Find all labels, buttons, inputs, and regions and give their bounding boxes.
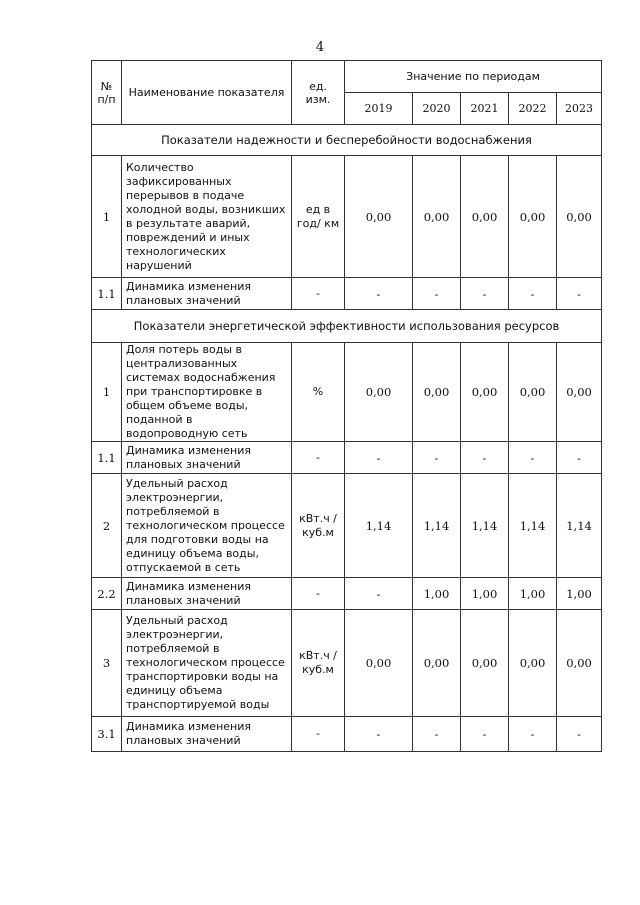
row-value: 0,00 [461,343,509,442]
header-num: № п/п [92,61,122,125]
row-value: 0,00 [413,610,461,717]
row-value: - [345,442,413,474]
row-value: - [557,717,602,752]
header-year: 2021 [461,93,509,125]
table-row [92,717,602,752]
row-value: - [461,278,509,310]
row-unit: - [292,717,345,752]
header-unit: ед. изм. [292,61,345,125]
row-value: 0,00 [557,343,602,442]
row-value: - [509,717,557,752]
row-value: - [461,717,509,752]
row-name: Динамика изменения плановых значений [122,578,292,610]
table-row [92,278,602,310]
row-value: 1,00 [509,578,557,610]
row-num: 1 [92,156,122,278]
row-value: 0,00 [345,610,413,717]
table-row [92,610,602,717]
header-year: 2023 [557,93,602,125]
row-value: 1,00 [557,578,602,610]
row-name: Динамика изменения плановых значений [122,442,292,474]
row-num: 2.2 [92,578,122,610]
row-unit: кВт.ч / куб.м [292,474,345,578]
table-row [92,442,602,474]
row-value: - [557,442,602,474]
header-year: 2019 [345,93,413,125]
row-value: - [413,278,461,310]
row-num: 1.1 [92,278,122,310]
row-value: 1,14 [557,474,602,578]
row-value: - [345,578,413,610]
row-name: Доля потерь воды в централизованных системах водоснабжения при транспортировке в общем объеме воды, поданной в водопроводную сеть [122,343,292,442]
header-year: 2020 [413,93,461,125]
row-unit: - [292,442,345,474]
row-name: Удельный расход электроэнергии, потребляемой в технологическом процессе транспортировки воды на единицу объема транспортируемой воды [122,610,292,717]
row-name: Динамика изменения плановых значений [122,717,292,752]
row-value: 0,00 [461,156,509,278]
row-value: 0,00 [413,156,461,278]
row-value: 0,00 [557,156,602,278]
row-name: Количество зафиксированных перерывов в подаче холодной воды, возникших в результате аварий, повреждений и иных технологических нарушений [122,156,292,278]
row-unit: ед в год/ км [292,156,345,278]
row-value: 1,00 [461,578,509,610]
section-title: Показатели надежности и бесперебойности водоснабжения [92,125,602,156]
table-row [92,343,602,442]
row-num: 3 [92,610,122,717]
row-value: - [413,442,461,474]
table-row [92,474,602,578]
row-value: 1,14 [413,474,461,578]
row-value: - [345,717,413,752]
row-value: 0,00 [509,610,557,717]
row-unit: кВт.ч / куб.м [292,610,345,717]
row-value: 0,00 [461,610,509,717]
row-value: 0,00 [509,343,557,442]
row-value: - [345,278,413,310]
row-value: - [509,442,557,474]
indicators-table [91,60,602,752]
table-row [92,156,602,278]
section-title: Показатели энергетической эффективности использования ресурсов [92,310,602,343]
row-num: 1 [92,343,122,442]
row-value: - [557,278,602,310]
row-num: 3.1 [92,717,122,752]
header-values: Значение по периодам [345,61,602,93]
row-value: 0,00 [509,156,557,278]
row-value: 0,00 [345,156,413,278]
row-value: - [461,442,509,474]
row-num: 1.1 [92,442,122,474]
table-row [92,578,602,610]
row-unit: % [292,343,345,442]
row-name: Динамика изменения плановых значений [122,278,292,310]
header-name: Наименование показателя [122,61,292,125]
row-num: 2 [92,474,122,578]
row-value: 0,00 [345,343,413,442]
row-name: Удельный расход электроэнергии, потребляемой в технологическом процессе для подготовки воды на единицу объема воды, отпускаемой в сеть [122,474,292,578]
row-value: 1,14 [345,474,413,578]
row-value: 1,14 [461,474,509,578]
row-value: 0,00 [557,610,602,717]
row-value: - [509,278,557,310]
row-value: - [413,717,461,752]
row-value: 1,14 [509,474,557,578]
row-value: 1,00 [413,578,461,610]
row-unit: - [292,578,345,610]
row-unit: - [292,278,345,310]
page-number: 4 [315,40,325,55]
header-year: 2022 [509,93,557,125]
row-value: 0,00 [413,343,461,442]
